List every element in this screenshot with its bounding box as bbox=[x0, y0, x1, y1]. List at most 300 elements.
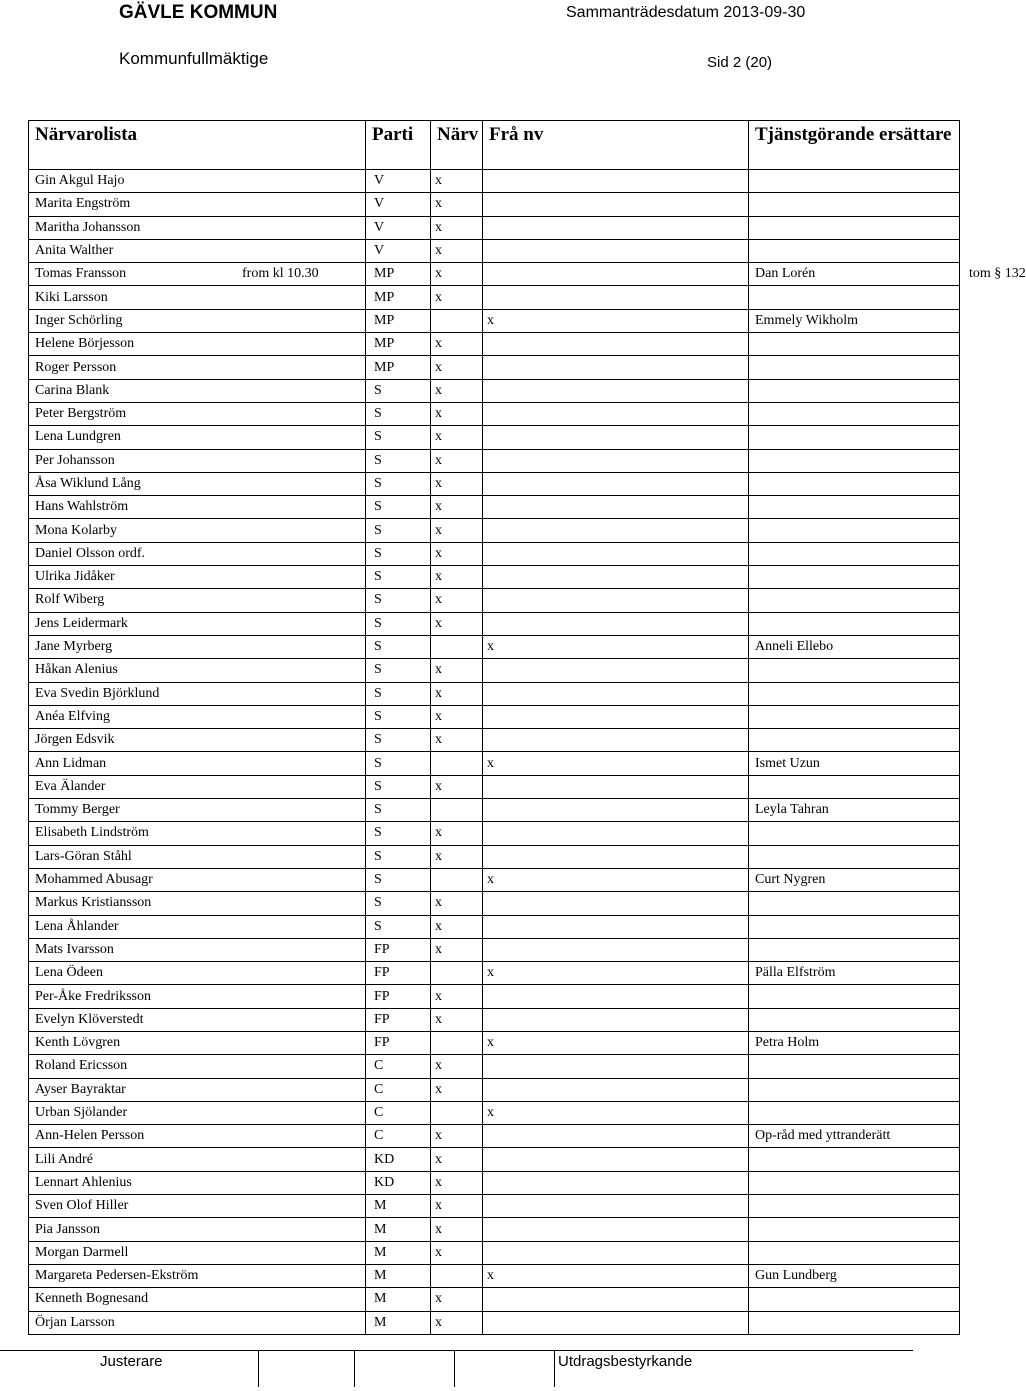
present-cell: x bbox=[431, 915, 483, 938]
party-cell: V bbox=[366, 216, 431, 239]
present-cell: x bbox=[431, 589, 483, 612]
table-row bbox=[29, 1288, 960, 1311]
absent-cell bbox=[483, 1055, 749, 1078]
absent-cell bbox=[483, 1171, 749, 1194]
member-name bbox=[29, 356, 366, 379]
member-name bbox=[29, 1241, 366, 1264]
table-row bbox=[29, 868, 960, 891]
absent-cell: x bbox=[483, 1264, 749, 1287]
party-cell: MP bbox=[366, 333, 431, 356]
table-row bbox=[29, 938, 960, 961]
present-cell bbox=[431, 309, 483, 332]
member-name-text: Mona Kolarby bbox=[35, 522, 118, 538]
member-name bbox=[29, 263, 366, 286]
party-cell: S bbox=[366, 635, 431, 658]
substitute-cell bbox=[749, 1218, 960, 1241]
party-cell: M bbox=[366, 1288, 431, 1311]
table-row bbox=[29, 472, 960, 495]
substitute-name: Anneli Ellebo bbox=[755, 639, 834, 655]
member-name-text: Ann-Helen Persson bbox=[35, 1128, 145, 1144]
absent-cell bbox=[483, 286, 749, 309]
party-cell: C bbox=[366, 1078, 431, 1101]
present-cell: x bbox=[431, 216, 483, 239]
present-cell: x bbox=[431, 938, 483, 961]
member-name-text: Ayser Bayraktar bbox=[35, 1081, 126, 1097]
present-cell: x bbox=[431, 193, 483, 216]
absent-cell bbox=[483, 519, 749, 542]
absent-cell bbox=[483, 915, 749, 938]
present-cell bbox=[431, 1031, 483, 1054]
party-cell: S bbox=[366, 566, 431, 589]
party-cell: FP bbox=[366, 1031, 431, 1054]
party-cell: M bbox=[366, 1264, 431, 1287]
member-name-text: Mats Ivarsson bbox=[35, 941, 114, 957]
table-row bbox=[29, 1241, 960, 1264]
member-name-text: Sven Olof Hiller bbox=[35, 1198, 129, 1214]
member-name-text: Carina Blank bbox=[35, 382, 110, 398]
present-cell: x bbox=[431, 496, 483, 519]
table-row bbox=[29, 1218, 960, 1241]
present-cell: x bbox=[431, 659, 483, 682]
member-name-text: Eva Svedin Björklund bbox=[35, 685, 160, 701]
substitute-cell bbox=[749, 892, 960, 915]
table-row bbox=[29, 449, 960, 472]
substitute-cell bbox=[749, 379, 960, 402]
substitute-cell bbox=[749, 612, 960, 635]
absent-cell: x bbox=[483, 962, 749, 985]
substitute-cell bbox=[749, 845, 960, 868]
table-row bbox=[29, 775, 960, 798]
member-name-text: Daniel Olsson ordf. bbox=[35, 545, 146, 561]
absent-cell bbox=[483, 1218, 749, 1241]
absent-cell: x bbox=[483, 752, 749, 775]
substitute-name: Op-råd med yttranderätt bbox=[755, 1128, 891, 1144]
substitute-cell bbox=[749, 239, 960, 262]
absent-cell bbox=[483, 822, 749, 845]
member-name bbox=[29, 309, 366, 332]
member-name bbox=[29, 1311, 366, 1334]
member-name bbox=[29, 612, 366, 635]
member-name-text: Inger Schörling bbox=[35, 312, 123, 328]
table-row bbox=[29, 659, 960, 682]
substitute-cell bbox=[749, 822, 960, 845]
table-row bbox=[29, 1148, 960, 1171]
substitute-cell bbox=[749, 170, 960, 193]
present-cell bbox=[431, 1101, 483, 1124]
member-name bbox=[29, 1125, 366, 1148]
party-cell: S bbox=[366, 472, 431, 495]
present-cell bbox=[431, 1264, 483, 1287]
substitute-cell bbox=[749, 1241, 960, 1264]
absent-cell bbox=[483, 1148, 749, 1171]
member-name bbox=[29, 589, 366, 612]
party-cell: S bbox=[366, 659, 431, 682]
member-name bbox=[29, 752, 366, 775]
substitute-cell bbox=[749, 286, 960, 309]
member-name bbox=[29, 915, 366, 938]
substitute-cell bbox=[749, 799, 960, 822]
absent-cell bbox=[483, 659, 749, 682]
party-cell: S bbox=[366, 682, 431, 705]
present-cell: x bbox=[431, 263, 483, 286]
substitute-cell bbox=[749, 659, 960, 682]
substitute-cell bbox=[749, 1311, 960, 1334]
substitute-name: Pälla Elfström bbox=[755, 965, 836, 981]
member-name-text: Åsa Wiklund Lång bbox=[35, 476, 141, 491]
present-cell bbox=[431, 962, 483, 985]
absent-cell bbox=[483, 379, 749, 402]
member-name-text: Per-Åke Fredriksson bbox=[35, 988, 151, 1004]
member-name bbox=[29, 799, 366, 822]
party-cell: FP bbox=[366, 962, 431, 985]
member-name-text: Margareta Pedersen-Ekström bbox=[35, 1268, 199, 1284]
substitute-cell bbox=[749, 1008, 960, 1031]
member-name bbox=[29, 496, 366, 519]
table-row bbox=[29, 1311, 960, 1334]
table-row bbox=[29, 216, 960, 239]
member-name-text: Urban Sjölander bbox=[35, 1105, 128, 1121]
party-cell: V bbox=[366, 239, 431, 262]
present-cell: x bbox=[431, 239, 483, 262]
table-row bbox=[29, 985, 960, 1008]
absent-cell bbox=[483, 496, 749, 519]
present-cell: x bbox=[431, 333, 483, 356]
member-name bbox=[29, 239, 366, 262]
party-cell: S bbox=[366, 822, 431, 845]
party-cell: C bbox=[366, 1055, 431, 1078]
member-name bbox=[29, 472, 366, 495]
present-cell: x bbox=[431, 1218, 483, 1241]
member-note: from kl 10.30 bbox=[242, 266, 319, 282]
member-name-text: Roger Persson bbox=[35, 359, 117, 375]
member-name-text: Marita Engström bbox=[35, 196, 131, 212]
member-name bbox=[29, 449, 366, 472]
present-cell: x bbox=[431, 682, 483, 705]
member-name-text: Gin Akgul Hajo bbox=[35, 173, 125, 189]
member-name-text: Kenth Lövgren bbox=[35, 1035, 121, 1051]
substitute-cell bbox=[749, 566, 960, 589]
member-name-text: Ulrika Jidåker bbox=[35, 569, 115, 585]
party-cell: FP bbox=[366, 1008, 431, 1031]
substitute-cell bbox=[749, 519, 960, 542]
present-cell bbox=[431, 799, 483, 822]
member-name bbox=[29, 729, 366, 752]
substitute-cell bbox=[749, 356, 960, 379]
table-row bbox=[29, 1031, 960, 1054]
present-cell: x bbox=[431, 845, 483, 868]
table-row bbox=[29, 635, 960, 658]
present-cell: x bbox=[431, 170, 483, 193]
present-cell: x bbox=[431, 1055, 483, 1078]
table-row bbox=[29, 496, 960, 519]
table-row bbox=[29, 356, 960, 379]
member-name-text: Per Johansson bbox=[35, 452, 115, 468]
member-name-text: Kiki Larsson bbox=[35, 289, 108, 305]
member-name bbox=[29, 333, 366, 356]
absent-cell: x bbox=[483, 309, 749, 332]
substitute-cell bbox=[749, 542, 960, 565]
absent-cell bbox=[483, 729, 749, 752]
party-cell: S bbox=[366, 402, 431, 425]
member-name bbox=[29, 635, 366, 658]
absent-cell bbox=[483, 193, 749, 216]
member-name-text: Pia Jansson bbox=[35, 1221, 100, 1237]
present-cell: x bbox=[431, 1195, 483, 1218]
absent-cell bbox=[483, 566, 749, 589]
party-cell: C bbox=[366, 1101, 431, 1124]
member-name bbox=[29, 1195, 366, 1218]
party-cell: KD bbox=[366, 1148, 431, 1171]
member-name-text: Evelyn Klöverstedt bbox=[35, 1011, 144, 1027]
table-row bbox=[29, 892, 960, 915]
member-name-text: Kenneth Bognesand bbox=[35, 1291, 149, 1307]
table-row bbox=[29, 1078, 960, 1101]
member-name-text: Örjan Larsson bbox=[35, 1314, 115, 1330]
party-cell: S bbox=[366, 449, 431, 472]
substitute-cell bbox=[749, 1148, 960, 1171]
substitute-name: Gun Lundberg bbox=[755, 1268, 837, 1284]
substitute-name: Ismet Uzun bbox=[755, 755, 820, 771]
header-substitute: Tjänstgörande ersättare bbox=[749, 121, 960, 170]
member-name bbox=[29, 1171, 366, 1194]
party-cell: S bbox=[366, 845, 431, 868]
party-cell: S bbox=[366, 892, 431, 915]
party-cell: M bbox=[366, 1241, 431, 1264]
absent-cell: x bbox=[483, 868, 749, 891]
present-cell: x bbox=[431, 449, 483, 472]
member-name bbox=[29, 1078, 366, 1101]
member-name bbox=[29, 705, 366, 728]
present-cell: x bbox=[431, 566, 483, 589]
absent-cell bbox=[483, 1311, 749, 1334]
member-name-text: Lena Lundgren bbox=[35, 429, 121, 445]
present-cell: x bbox=[431, 985, 483, 1008]
attendance-table bbox=[28, 120, 1026, 1335]
member-name bbox=[29, 519, 366, 542]
table-row bbox=[29, 309, 960, 332]
party-cell: S bbox=[366, 519, 431, 542]
member-name bbox=[29, 286, 366, 309]
table-row bbox=[29, 263, 960, 286]
present-cell: x bbox=[431, 286, 483, 309]
present-cell: x bbox=[431, 519, 483, 542]
substitute-cell bbox=[749, 775, 960, 798]
absent-cell: x bbox=[483, 1101, 749, 1124]
substitute-cell bbox=[749, 472, 960, 495]
member-name bbox=[29, 962, 366, 985]
present-cell bbox=[431, 635, 483, 658]
table-row bbox=[29, 170, 960, 193]
table-row bbox=[29, 962, 960, 985]
table-row bbox=[29, 752, 960, 775]
header-name: Närvarolista bbox=[29, 121, 366, 170]
table-row bbox=[29, 799, 960, 822]
party-cell: V bbox=[366, 170, 431, 193]
table-row bbox=[29, 519, 960, 542]
substitute-cell bbox=[749, 1125, 960, 1148]
member-name-text: Jens Leidermark bbox=[35, 615, 128, 631]
substitute-note: tom § 132 bbox=[969, 266, 1026, 282]
party-cell: MP bbox=[366, 263, 431, 286]
footer-cell bbox=[354, 1351, 455, 1387]
table-row bbox=[29, 822, 960, 845]
substitute-cell bbox=[749, 985, 960, 1008]
table-row bbox=[29, 915, 960, 938]
party-cell: S bbox=[366, 775, 431, 798]
member-name bbox=[29, 566, 366, 589]
member-name bbox=[29, 1264, 366, 1287]
member-name bbox=[29, 170, 366, 193]
member-name bbox=[29, 193, 366, 216]
party-cell: M bbox=[366, 1218, 431, 1241]
member-name-text: Lena Åhlander bbox=[35, 918, 119, 934]
absent-cell bbox=[483, 263, 749, 286]
substitute-cell bbox=[749, 729, 960, 752]
member-name bbox=[29, 845, 366, 868]
member-name-text: Markus Kristiansson bbox=[35, 895, 152, 911]
member-name bbox=[29, 682, 366, 705]
member-name-text: Håkan Alenius bbox=[35, 662, 118, 678]
member-name bbox=[29, 775, 366, 798]
absent-cell bbox=[483, 682, 749, 705]
table-row bbox=[29, 1008, 960, 1031]
party-cell: S bbox=[366, 542, 431, 565]
footer-utdrag-label: Utdragsbestyrkande bbox=[558, 1353, 693, 1370]
party-cell: V bbox=[366, 193, 431, 216]
table-row bbox=[29, 566, 960, 589]
absent-cell bbox=[483, 705, 749, 728]
absent-cell bbox=[483, 216, 749, 239]
substitute-name: Emmely Wikholm bbox=[755, 312, 859, 328]
substitute-cell bbox=[749, 333, 960, 356]
absent-cell bbox=[483, 426, 749, 449]
table-row bbox=[29, 286, 960, 309]
present-cell: x bbox=[431, 1288, 483, 1311]
party-cell: M bbox=[366, 1195, 431, 1218]
present-cell: x bbox=[431, 426, 483, 449]
party-cell: S bbox=[366, 705, 431, 728]
substitute-name: Dan Lorén bbox=[755, 266, 816, 282]
table-row bbox=[29, 1171, 960, 1194]
present-cell: x bbox=[431, 1171, 483, 1194]
party-cell: MP bbox=[366, 286, 431, 309]
substitute-cell bbox=[749, 1288, 960, 1311]
member-name bbox=[29, 1218, 366, 1241]
absent-cell bbox=[483, 1195, 749, 1218]
member-name bbox=[29, 1055, 366, 1078]
member-name-text: Peter Bergström bbox=[35, 406, 127, 422]
substitute-cell bbox=[749, 216, 960, 239]
table-row bbox=[29, 589, 960, 612]
member-name bbox=[29, 379, 366, 402]
substitute-cell bbox=[749, 426, 960, 449]
absent-cell bbox=[483, 239, 749, 262]
party-cell: S bbox=[366, 589, 431, 612]
substitute-name: Curt Nygren bbox=[755, 872, 826, 888]
member-name bbox=[29, 426, 366, 449]
table-row bbox=[29, 1055, 960, 1078]
member-name bbox=[29, 402, 366, 425]
absent-cell bbox=[483, 1288, 749, 1311]
party-cell: S bbox=[366, 868, 431, 891]
present-cell bbox=[431, 868, 483, 891]
member-name-text: Jörgen Edsvik bbox=[35, 732, 115, 748]
absent-cell bbox=[483, 1078, 749, 1101]
member-name-text: Mohammed Abusagr bbox=[35, 872, 153, 888]
member-name bbox=[29, 938, 366, 961]
absent-cell bbox=[483, 449, 749, 472]
member-name-text: Morgan Darmell bbox=[35, 1244, 129, 1260]
absent-cell bbox=[483, 1125, 749, 1148]
substitute-cell bbox=[749, 309, 960, 332]
absent-cell bbox=[483, 938, 749, 961]
member-name bbox=[29, 985, 366, 1008]
member-name-text: Jane Myrberg bbox=[35, 639, 113, 655]
member-name bbox=[29, 216, 366, 239]
party-cell: S bbox=[366, 612, 431, 635]
table-row bbox=[29, 426, 960, 449]
party-cell: S bbox=[366, 496, 431, 519]
present-cell: x bbox=[431, 822, 483, 845]
substitute-cell bbox=[749, 1078, 960, 1101]
header-present: Närv bbox=[431, 121, 483, 170]
member-name-text: Elisabeth Lindström bbox=[35, 825, 149, 841]
absent-cell: x bbox=[483, 635, 749, 658]
party-cell: MP bbox=[366, 356, 431, 379]
table-row bbox=[29, 845, 960, 868]
absent-cell bbox=[483, 1008, 749, 1031]
member-name bbox=[29, 822, 366, 845]
present-cell: x bbox=[431, 612, 483, 635]
substitute-cell bbox=[749, 938, 960, 961]
member-name-text: Tomas Fransson bbox=[35, 266, 127, 282]
member-name-text: Lennart Ahlenius bbox=[35, 1174, 132, 1190]
substitute-cell bbox=[749, 915, 960, 938]
table-row bbox=[29, 333, 960, 356]
table-row bbox=[29, 1101, 960, 1124]
table-row bbox=[29, 402, 960, 425]
table-row bbox=[29, 1125, 960, 1148]
absent-cell bbox=[483, 333, 749, 356]
member-name-text: Helene Börjesson bbox=[35, 336, 135, 352]
member-name-text: Anita Walther bbox=[35, 243, 114, 259]
member-name bbox=[29, 1008, 366, 1031]
table-row bbox=[29, 239, 960, 262]
absent-cell bbox=[483, 1241, 749, 1264]
member-name-text: Anéa Elfving bbox=[35, 708, 111, 724]
absent-cell bbox=[483, 775, 749, 798]
absent-cell: x bbox=[483, 1031, 749, 1054]
present-cell: x bbox=[431, 1241, 483, 1264]
footer-cell bbox=[258, 1351, 355, 1387]
absent-cell bbox=[483, 892, 749, 915]
substitute-cell bbox=[749, 1101, 960, 1124]
absent-cell bbox=[483, 985, 749, 1008]
header-party: Parti bbox=[366, 121, 431, 170]
member-name-text: Maritha Johansson bbox=[35, 219, 141, 235]
table-row bbox=[29, 729, 960, 752]
substitute-cell bbox=[749, 962, 960, 985]
member-name-text: Lili André bbox=[35, 1151, 93, 1167]
member-name bbox=[29, 659, 366, 682]
absent-cell bbox=[483, 402, 749, 425]
page-number: Sid 2 (20) bbox=[707, 54, 773, 71]
party-cell: FP bbox=[366, 985, 431, 1008]
substitute-cell bbox=[749, 1055, 960, 1078]
absent-cell bbox=[483, 542, 749, 565]
substitute-cell bbox=[749, 1264, 960, 1287]
present-cell: x bbox=[431, 356, 483, 379]
